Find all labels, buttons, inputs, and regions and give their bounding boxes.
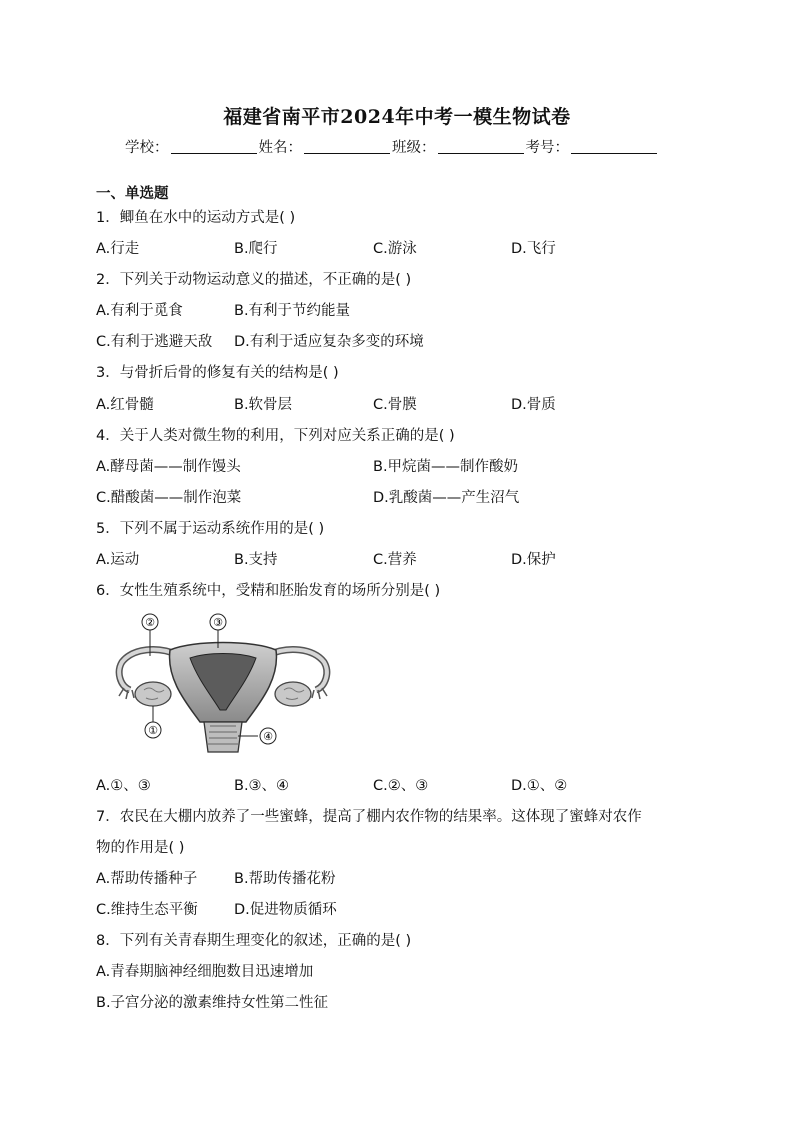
question-5-option-a[interactable]: A.运动 (96, 552, 140, 568)
question-2-option-a[interactable]: A.有利于觅食 (96, 303, 183, 319)
diagram-label-4: ④ (263, 730, 273, 743)
question-6-stem: 6．女性生殖系统中，受精和胚胎发育的场所分别是( ) (96, 583, 441, 599)
female-reproductive-system-diagram (108, 610, 338, 758)
number-field[interactable] (571, 139, 657, 154)
question-2-option-d[interactable]: D.有利于适应复杂多变的环境 (234, 334, 424, 350)
section-heading: 一、单选题 (96, 186, 169, 202)
question-4-option-a[interactable]: A.酵母菌——制作馒头 (96, 459, 241, 475)
question-7-option-c[interactable]: C.维持生态平衡 (96, 902, 198, 918)
question-3-option-a[interactable]: A.红骨髓 (96, 397, 154, 413)
question-5-option-b[interactable]: B.支持 (234, 552, 278, 568)
question-3-option-d[interactable]: D.骨质 (511, 397, 556, 413)
question-6-option-b[interactable]: B.③、④ (234, 778, 290, 794)
question-4-option-c[interactable]: C.醋酸菌——制作泡菜 (96, 490, 242, 506)
number-label: 考号： (525, 140, 569, 156)
exam-title: 福建省南平市2024年中考一模生物试卷 (223, 106, 571, 128)
question-2-stem: 2．下列关于动物运动意义的描述，不正确的是( ) (96, 272, 412, 288)
question-6-option-c[interactable]: C.②、③ (373, 778, 429, 794)
name-field[interactable] (304, 139, 390, 154)
question-2-option-b[interactable]: B.有利于节约能量 (234, 303, 351, 319)
question-2-option-c[interactable]: C.有利于逃避天敌 (96, 334, 213, 350)
question-8-option-a[interactable]: A.青春期脑神经细胞数目迅速增加 (96, 964, 314, 980)
question-7-option-a[interactable]: A.帮助传播种子 (96, 871, 198, 887)
question-5-option-d[interactable]: D.保护 (511, 552, 556, 568)
question-5-option-c[interactable]: C.营养 (373, 552, 417, 568)
diagram-label-2: ② (145, 616, 155, 629)
question-3-stem: 3．与骨折后骨的修复有关的结构是( ) (96, 365, 339, 381)
diagram-label-1: ① (148, 724, 158, 737)
question-1-stem: 1．鲫鱼在水中的运动方式是( ) (96, 210, 296, 226)
question-4-option-d[interactable]: D.乳酸菌——产生沼气 (373, 490, 520, 506)
school-label: 学校： (125, 140, 169, 156)
class-label: 班级： (392, 140, 436, 156)
question-1-option-b[interactable]: B.爬行 (234, 241, 278, 257)
question-3-option-c[interactable]: C.骨膜 (373, 397, 417, 413)
question-1-option-d[interactable]: D.飞行 (511, 241, 556, 257)
question-7-stem: 7．农民在大棚内放养了一些蜜蜂，提高了棚内农作物的结果率。这体现了蜜蜂对农作 (96, 809, 642, 825)
student-info-line (125, 136, 659, 157)
question-4-stem: 4．关于人类对微生物的利用，下列对应关系正确的是( ) (96, 428, 455, 444)
question-8-option-b[interactable]: B.子宫分泌的激素维持女性第二性征 (96, 995, 329, 1011)
question-4-option-b[interactable]: B.甲烷菌——制作酸奶 (373, 459, 519, 475)
question-5-stem: 5．下列不属于运动系统作用的是( ) (96, 521, 325, 537)
diagram-label-3: ③ (213, 616, 223, 629)
question-1-option-a[interactable]: A.行走 (96, 241, 140, 257)
school-field[interactable] (171, 139, 257, 154)
question-3-option-b[interactable]: B.软骨层 (234, 397, 293, 413)
question-7-option-d[interactable]: D.促进物质循环 (234, 902, 337, 918)
question-8-stem: 8．下列有关青春期生理变化的叙述，正确的是( ) (96, 933, 412, 949)
question-7-option-b[interactable]: B.帮助传播花粉 (234, 871, 336, 887)
question-7-stem-cont: 物的作用是( ) (96, 840, 185, 856)
question-6-option-d[interactable]: D.①、② (511, 778, 568, 794)
question-6-option-a[interactable]: A.①、③ (96, 778, 151, 794)
name-label: 姓名： (258, 140, 302, 156)
question-1-option-c[interactable]: C.游泳 (373, 241, 417, 257)
class-field[interactable] (438, 139, 524, 154)
